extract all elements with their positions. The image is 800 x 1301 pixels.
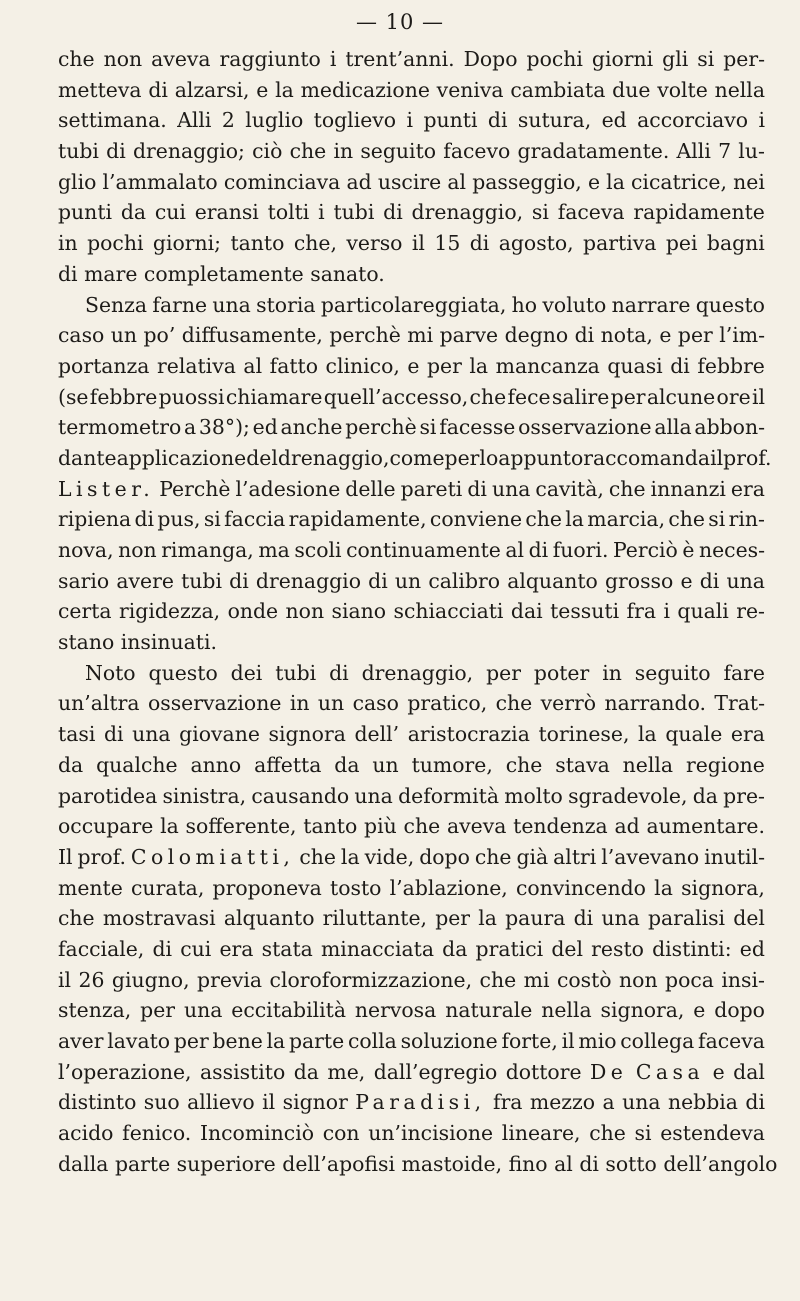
text-line: mente curata, proponeva tosto l’ablazione, convincendo la signora, xyxy=(58,875,765,900)
text-line: portanza relativa al fatto clinico, e per la mancanza quasi di febbre xyxy=(58,353,765,378)
text-line: Noto questo dei tubi di drenaggio, per poter in seguito fare xyxy=(85,660,765,685)
text-line: di mare completamente sanato. xyxy=(58,261,385,286)
text-line: nova, non rimanga, ma scoli continuamente al di fuori. Perciò è neces- xyxy=(58,538,765,562)
text-line: che mostravasi alquanto riluttante, per la paura di una paralisi del xyxy=(58,906,765,931)
text-line: Senza farne una storia particolareggiata, ho voluto narrare questo xyxy=(85,292,765,317)
text-line: Il prof. Colomiatti, che la vide, dopo che già altri l’avevano inutil- xyxy=(58,844,765,869)
text-line: l’operazione, assistito da me, dall’egregio dottore De Casa e dal xyxy=(58,1059,765,1084)
text-line: distinto suo allievo il signor Paradisi, fra mezzo a una nebbia di xyxy=(58,1090,765,1115)
text-line: in pochi giorni; tanto che, verso il 15 di agosto, partiva pei bagni xyxy=(58,231,765,256)
text-line: termometro a 38°); ed anche perchè si facesse osservazione alla abbon- xyxy=(58,415,765,440)
text-line: caso un po’ diffusamente, perchè mi parve degno di nota, e per l’im- xyxy=(58,323,765,348)
text-line: tubi di drenaggio; ciò che in seguito facevo gradatamente. Alli 7 lu- xyxy=(58,139,765,164)
text-line: dante applicazione del drenaggio, come per lo appunto raccomanda il prof. xyxy=(58,445,772,470)
text-line: settimana. Alli 2 luglio toglievo i punti di sutura, ed accorciavo i xyxy=(58,108,765,133)
text-line: tasi di una giovane signora dell’ aristocrazia torinese, la quale era xyxy=(58,722,765,747)
text-line: stenza, per una eccitabilità nervosa naturale nella signora, e dopo xyxy=(58,998,765,1023)
text-line: occupare la sofferente, tanto più che aveva tendenza ad aumentare. xyxy=(58,814,765,839)
text-line: ripiena di pus, si faccia rapidamente, conviene che la marcia, che si rin- xyxy=(58,507,765,532)
text-line: Lister. Perchè l’adesione delle pareti di una cavità, che innanzi era xyxy=(58,476,765,501)
text-line: aver lavato per bene la parte colla soluzione forte, il mio collega faceva xyxy=(58,1029,765,1053)
text-line: punti da cui eransi tolti i tubi di drenaggio, si faceva rapidamente xyxy=(58,200,765,225)
text-line: che non aveva raggiunto i trent’anni. Dopo pochi giorni gli si per- xyxy=(58,47,765,71)
text-line: metteva di alzarsi, e la medicazione veniva cambiata due volte nella xyxy=(58,77,765,102)
text-line: un’altra osservazione in un caso pratico, che verrò narrando. Trat- xyxy=(58,691,765,716)
text-line: (se febbre puossi chiamare quell’accesso, che fece salire per alcune ore il xyxy=(58,384,765,409)
text-line: parotidea sinistra, causando una deformità molto sgradevole, da pre- xyxy=(58,783,765,808)
text-line: acido fenico. Incominciò con un’incisione lineare, che si estendeva xyxy=(58,1121,765,1146)
body-text xyxy=(58,44,778,1179)
text-line: certa rigidezza, onde non siano schiacciati dai tessuti fra i quali re- xyxy=(58,599,765,624)
text-line: stano insinuati. xyxy=(58,630,218,655)
page-header: — 10 — xyxy=(355,10,445,34)
text-line: da qualche anno affetta da un tumore, che stava nella regione xyxy=(58,752,765,777)
text-line: sario avere tubi di drenaggio di un calibro alquanto grosso e di una xyxy=(58,568,765,593)
text-line: dalla parte superiore dell’apofisi mastoide, fino al di sotto dell’angolo xyxy=(58,1151,778,1176)
text-line: il 26 giugno, previa cloroformizzazione, che mi costò non poca insi- xyxy=(58,967,765,992)
text-line: facciale, di cui era stata minacciata da pratici del resto distinti: ed xyxy=(58,936,765,961)
text-line: glio l’ammalato cominciava ad uscire al passeggio, e la cicatrice, nei xyxy=(58,169,765,194)
